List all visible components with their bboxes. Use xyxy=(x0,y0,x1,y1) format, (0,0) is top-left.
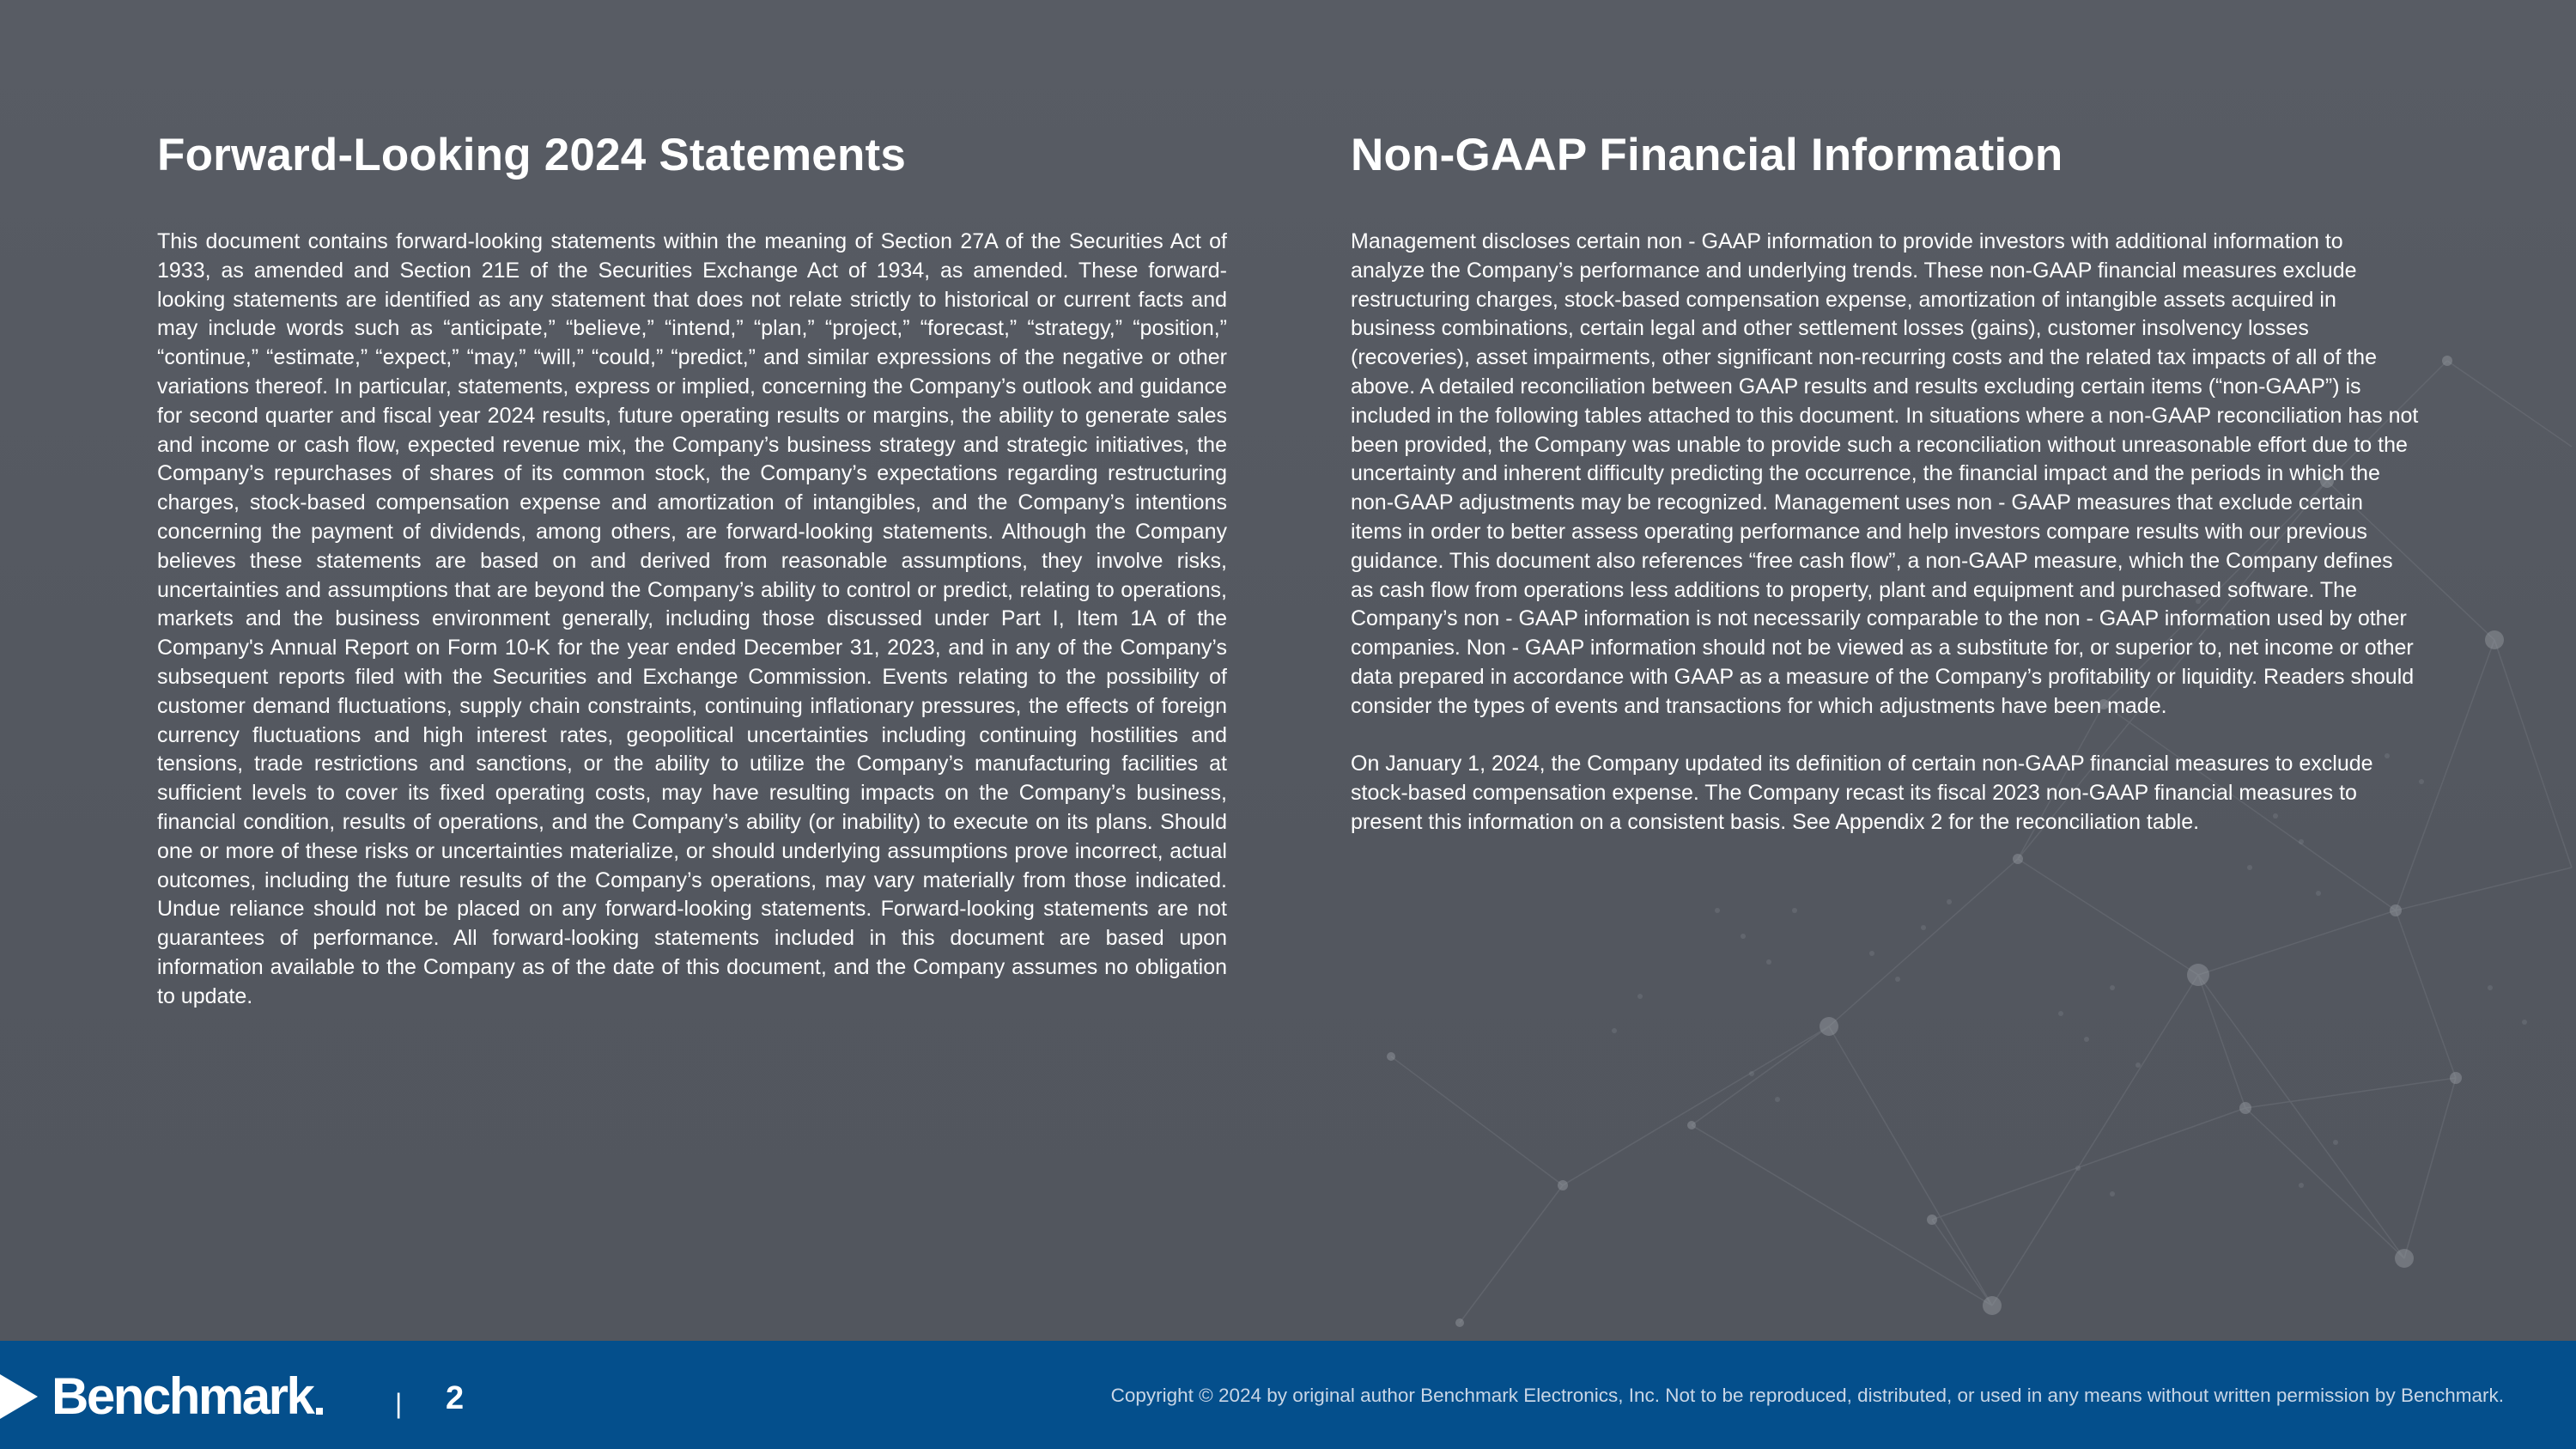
benchmark-logo xyxy=(0,1367,323,1427)
footer-divider: | xyxy=(395,1388,403,1419)
non-gaap-paragraph-2: On January 1, 2024, the Company updated its definition of certain non-GAAP financial measures to exclude stock-based compensation expense. The Company recast its fiscal 2023 non-GAAP financial measures to present this information on a consistent basis. See Appendix 2 for the reconciliation table. xyxy=(1351,752,2373,834)
page-number: 2 xyxy=(446,1380,465,1416)
non-gaap-heading: Non-GAAP Financial Information xyxy=(1351,130,2063,180)
forward-looking-heading: Forward-Looking 2024 Statements xyxy=(157,130,907,180)
footer-bar xyxy=(0,1341,2576,1449)
logo-dot xyxy=(316,1408,323,1415)
non-gaap-paragraph-1: Management discloses certain non - GAAP information to provide investors with additional information to analyze the Company’s performance and underlying trends. These non-GAAP financial measures exclude restructuring charges, stock-based compensation expense, amortization of intangible assets acquired in business combinations, certain legal and other settlement losses (gains), customer insolvency losses (recoveries), asset impairments, other significant non-recurring costs and the related tax impacts of all of the above. A detailed reconciliation between GAAP results and results excluding certain items (“non-GAAP”) is included in the following tables attached to this document. In situations where a non-GAAP reconciliation has not been provided, the Company was unable to provide such a reconciliation without unreasonable effort due to the uncertainty and inherent difficulty predicting the occurrence, the financial impact and the periods in which the non-GAAP adjustments may be recognized. Management uses non - GAAP measures that exclude certain items in order to better assess operating performance and help investors compare results with our previous guidance. This document also references “free cash flow”, a non-GAAP measure, which the Company defines as cash flow from operations less additions to property, plant and equipment and purchased software. The Company’s non - GAAP information is not necessarily comparable to the non - GAAP information used by other companies. Non - GAAP information should not be viewed as a substitute for, or superior to, net income or other data prepared in accordance with GAAP as a measure of the Company’s profitability or liquidity. Readers should consider the types of events and transactions for which adjustments have been made. xyxy=(1351,229,2419,718)
forward-looking-section xyxy=(157,127,1227,1012)
logo-wordmark: Benchmark xyxy=(52,1367,313,1425)
non-gaap-section xyxy=(1351,127,2420,837)
play-arrow-icon xyxy=(0,1374,38,1419)
forward-looking-body: This document contains forward-looking statements within the meaning of Section 27A of the Securities Act of 1933, as amended and Section 21E of the Securities Exchange Act of 1934, as amended. These forward-looking statements are identified as any statement that does not relate strictly to historical or current facts and may include words such as “anticipate,” “believe,” “intend,” “plan,” “project,” “forecast,” “strategy,” “position,” “continue,” “estimate,” “expect,” “may,” “will,” “could,” “predict,” and similar expressions of the negative or other variations thereof. In particular, statements, express or implied, concerning the Company’s outlook and guidance for second quarter and fiscal year 2024 results, future operating results or margins, the ability to generate sales and income or cash flow, expected revenue mix, the Company’s business strategy and strategic initiatives, the Company’s repurchases of shares of its common stock, the Company’s expectations regarding restructuring charges, stock-based compensation expense and amortization of intangibles, and the Company’s intentions concerning the payment of dividends, among others, are forward-looking statements. Although the Company believes these statements are based on and derived from reasonable assumptions, they involve risks, uncertainties and assumptions that are beyond the Company’s ability to control or predict, relating to operations, markets and the business environment generally, including those discussed under Part I, Item 1A of the Company's Annual Report on Form 10-K for the year ended December 31, 2023, and in any of the Company’s subsequent reports filed with the Securities and Exchange Commission. Events relating to the possibility of customer demand fluctuations, supply chain constraints, continuing inflationary pressures, the effects of foreign currency fluctuations and high interest rates, geopolitical uncertainties including continuing hostilities and tensions, trade restrictions and sanctions, or the ability to utilize the Company’s manufacturing facilities at sufficient levels to cover its fixed operating costs, may have resulting impacts on the Company’s business, financial condition, results of operations, and the Company’s ability (or inability) to execute on its plans. Should one or more of these risks or uncertainties materialize, or should underlying assumptions prove incorrect, actual outcomes, including the future results of the Company’s operations, may vary materially from those indicated. Undue reliance should not be placed on any forward-looking statements. Forward-looking statements are not guarantees of performance. All forward-looking statements included in this document are based upon information available to the Company as of the date of this document, and the Company assumes no obligation to update. xyxy=(157,229,1227,1008)
copyright-notice: Copyright © 2024 by original author Benchmark Electronics, Inc. Not to be reproduced, distributed, or used in any means without written permission by Benchmark. xyxy=(1110,1385,2504,1406)
